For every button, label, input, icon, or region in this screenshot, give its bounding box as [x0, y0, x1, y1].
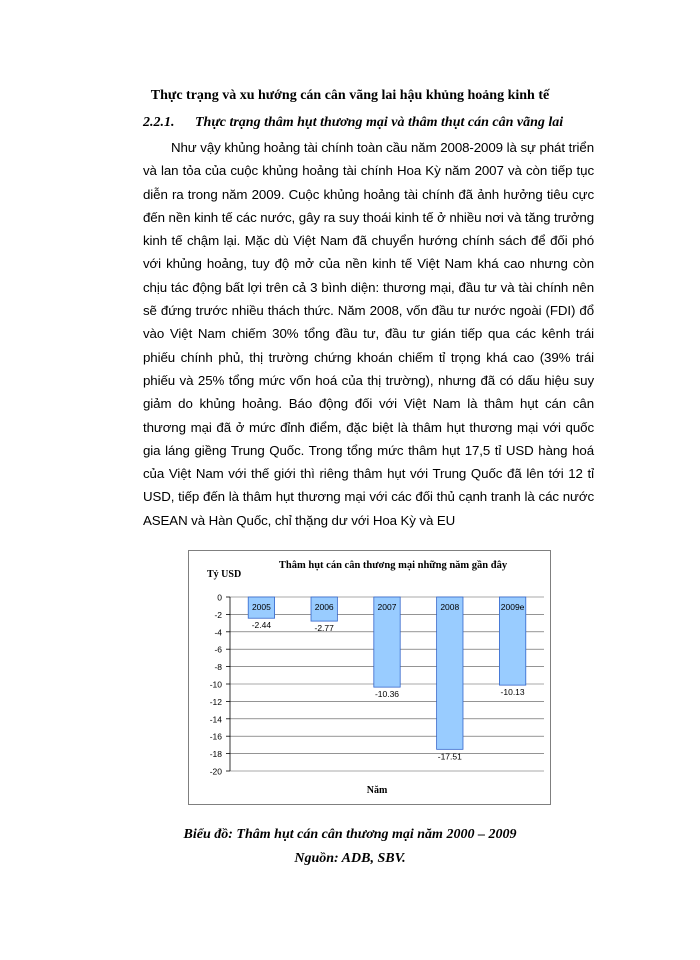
trade-deficit-chart — [188, 550, 551, 805]
y-tick-label: -4 — [214, 627, 222, 638]
section-title: Thực trạng thâm hụt thương mại và thâm thụt cán cân vãng lai — [195, 115, 564, 130]
value-label: -2.77 — [314, 623, 334, 634]
figure-caption — [0, 823, 700, 871]
document-heading: Thực trạng và xu hướng cán cân vãng lai hậu khủng hoảng kinh tế — [150, 88, 550, 103]
caption-title: Biểu đồ: Thâm hụt cán cân thương mại năm 2000 – 2009 — [183, 827, 517, 842]
category-label: 2009e — [500, 602, 525, 612]
value-label: -2.44 — [251, 620, 272, 631]
section-heading — [143, 115, 563, 131]
category-label: 2006 — [314, 602, 334, 612]
bar-2008 — [437, 597, 463, 749]
y-tick-label: -18 — [209, 749, 222, 760]
y-tick-label: -20 — [209, 766, 222, 777]
chart-xlabel: Năm — [366, 785, 388, 796]
chart-canvas — [189, 551, 550, 804]
section-number: 2.2.1. — [143, 115, 175, 130]
y-tick-label: -14 — [209, 714, 222, 725]
value-label: -10.13 — [500, 687, 525, 698]
chart-ylabel: Tỷ USD — [207, 569, 242, 580]
y-tick-label: -8 — [214, 662, 222, 673]
category-label: 2005 — [251, 602, 271, 612]
category-label: 2008 — [440, 602, 460, 612]
y-tick-label: -6 — [214, 644, 222, 655]
y-tick-label: -12 — [209, 696, 222, 707]
value-label: -10.36 — [374, 689, 400, 700]
chart-title: Thâm hụt cán cân thương mại những năm gần đây — [278, 560, 508, 571]
caption-source: Nguồn: ADB, SBV. — [294, 851, 406, 866]
value-label: -17.51 — [437, 751, 462, 762]
y-tick-label: -16 — [209, 731, 222, 742]
y-tick-label: 0 — [217, 592, 222, 603]
y-tick-label: -10 — [209, 679, 222, 690]
body-paragraph: Như vậy khủng hoảng tài chính toàn cầu năm 2008-2009 là sự phát triển và lan tỏa của cuộc khủng hoảng tài chính Hoa Kỳ năm 2007 và còn tiếp tục diễn ra trong năm 2009. Cuộc khủng hoảng tài chính đã ảnh hưởng tiêu cực đến nền kinh tế các nước, gây ra suy thoái kinh tế ở nhiều nơi và tăng trưởng kinh tế chậm lại. Mặc dù Việt Nam đã chuyển hướng chính sách để đối phó với khủng hoảng, tuy độ mở của nền kinh tế Việt Nam khá cao nhưng còn chịu tác động bất lợi trên cả 3 bình diện: thương mại, đầu tư và tài chính nên sẽ đứng trước nhiều thách thức. Năm 2008, vốn đầu tư nước ngoài (FDI) đổ vào Việt Nam chiếm 30% tổng đầu tư, đầu tư gián tiếp qua các kênh trái phiếu chính phủ, thị trường chứng khoán chiếm tỉ trọng khá cao (39% trái phiếu và 25% tổng mức vốn hoá của thị trường), nhưng đã có dấu hiệu suy giảm do khủng hoảng. Báo động đối với Việt Nam là thâm hụt cán cân thương mại đã ở mức đỉnh điểm, đặc biệt là thâm hụt thương mại với quốc gia láng giềng Trung Quốc. Trong tổng mức thâm hụt 17,5 tỉ USD hàng hoá của Việt Nam với thế giới thì riêng thâm hụt với Trung Quốc đã lên tới 12 tỉ USD, tiếp đến là thâm hụt thương mại với các đối thủ cạnh tranh là các nước ASEAN và Hàn Quốc, chỉ thặng dư với Hoa Kỳ và EU — [143, 140, 594, 528]
category-label: 2007 — [377, 602, 397, 612]
y-tick-label: -2 — [214, 609, 222, 620]
